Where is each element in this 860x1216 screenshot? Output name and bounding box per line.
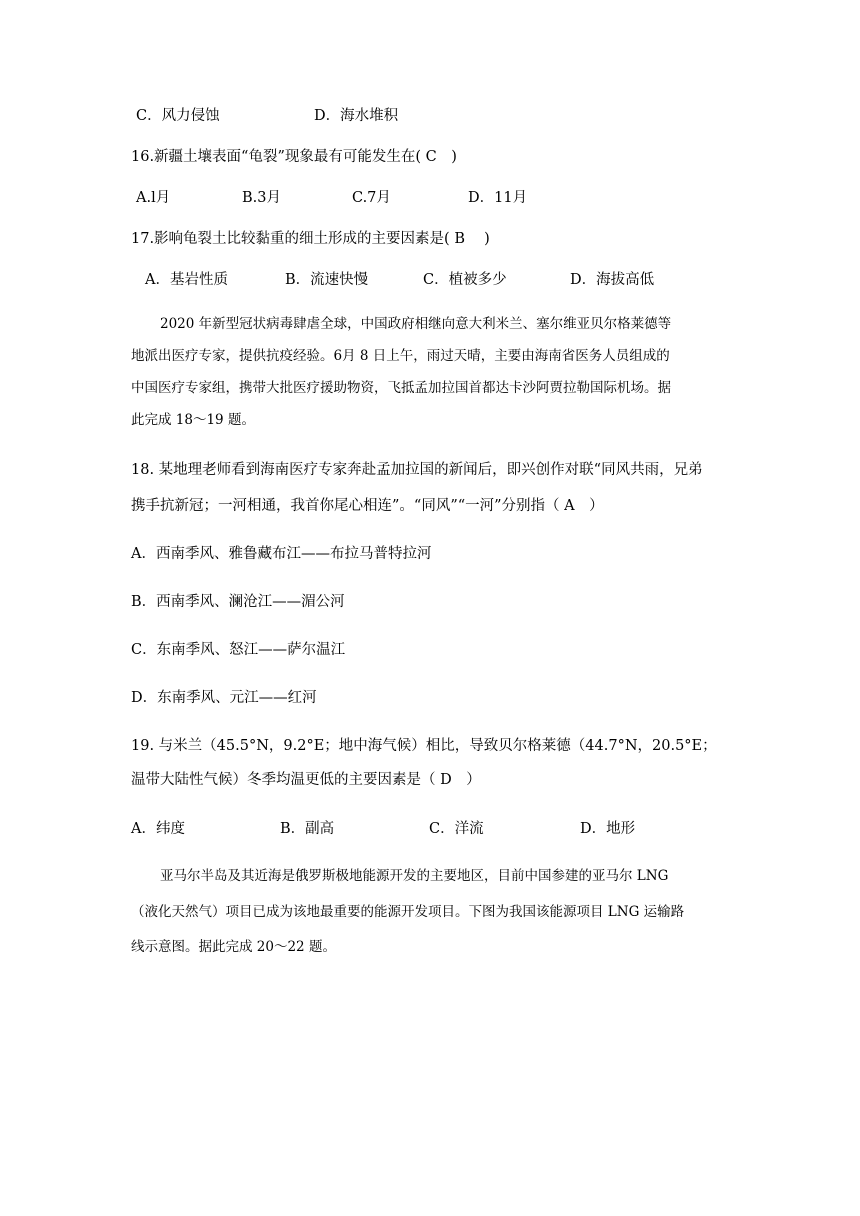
material-line: 2020 年新型冠状病毒肆虐全球，中国政府相继向意大利米兰、塞尔维亚贝尔格莱德等 (160, 316, 672, 332)
q19-option-b: B．副高 (280, 821, 335, 837)
q18-stem-line1: 18. 某地理老师看到海南医疗专家奔赴孟加拉国的新闻后，即兴创作对联“同风共雨，兄弟 (131, 462, 703, 478)
material-line: 地派出医疗专家，提供抗疫经验。6月 8 日上午，雨过天晴，主要由海南省医务人员组成的 (131, 348, 670, 364)
q18-stem-line2: 携手抗新冠；一河相通，我首你尾心相连”。“同风”“一河”分别指（ A ） (131, 498, 604, 514)
q17-option-d: D．海拔高低 (570, 272, 655, 288)
q19-option-d: D．地形 (580, 821, 636, 837)
q15-option-d: D．海水堆积 (314, 108, 399, 124)
q16-option-d: D．11月 (468, 190, 528, 206)
q16-option-a: A.l月 (136, 190, 171, 206)
material-line: 亚马尔半岛及其近海是俄罗斯极地能源开发的主要地区，目前中国参建的亚马尔 LNG (160, 868, 669, 884)
q18-option-c: C．东南季风、怒江——萨尔温江 (131, 642, 346, 658)
material-line: 线示意图。据此完成 20～22 题。 (131, 939, 336, 955)
material-line: 此完成 18～19 题。 (131, 412, 255, 428)
q19-stem-line2: 温带大陆性气候）冬季均温更低的主要因素是（ D ） (131, 772, 481, 788)
q17-option-b: B．流速快慢 (285, 272, 369, 288)
material-line: 中国医疗专家组，携带大批医疗援助物资，飞抵孟加拉国首都达卡沙阿贾拉勒国际机场。据 (131, 380, 671, 396)
q16-option-c: C.7月 (352, 190, 391, 206)
q18-option-b: B．西南季风、澜沧江——湄公河 (131, 594, 345, 610)
q16-option-b: B.3月 (242, 190, 281, 206)
material-line: （液化天然气）项目已成为该地最重要的能源开发项目。下图为我国该能源项目 LNG 运输路 (131, 904, 685, 920)
q19-stem-line1: 19. 与米兰（45.5°N，9.2°E；地中海气候）相比，导致贝尔格莱德（44.7°N，20.5°E； (131, 738, 717, 754)
q18-option-d: D．东南季风、元江——红河 (131, 690, 317, 706)
q17-stem: 17.影响龟裂土比较黏重的细土形成的主要因素是( B ) (131, 231, 490, 247)
q17-option-c: C．植被多少 (423, 272, 507, 288)
q17-option-a: A．基岩性质 (145, 272, 228, 288)
q19-option-c: C．洋流 (429, 821, 484, 837)
q19-option-a: A．纬度 (131, 821, 185, 837)
q16-stem: 16.新疆土壤表面“龟裂”现象最有可能发生在( C ) (131, 149, 457, 165)
q18-option-a: A．西南季风、雅鲁藏布江——布拉马普特拉河 (131, 546, 432, 562)
q15-option-c: C．风力侵蚀 (136, 108, 220, 124)
